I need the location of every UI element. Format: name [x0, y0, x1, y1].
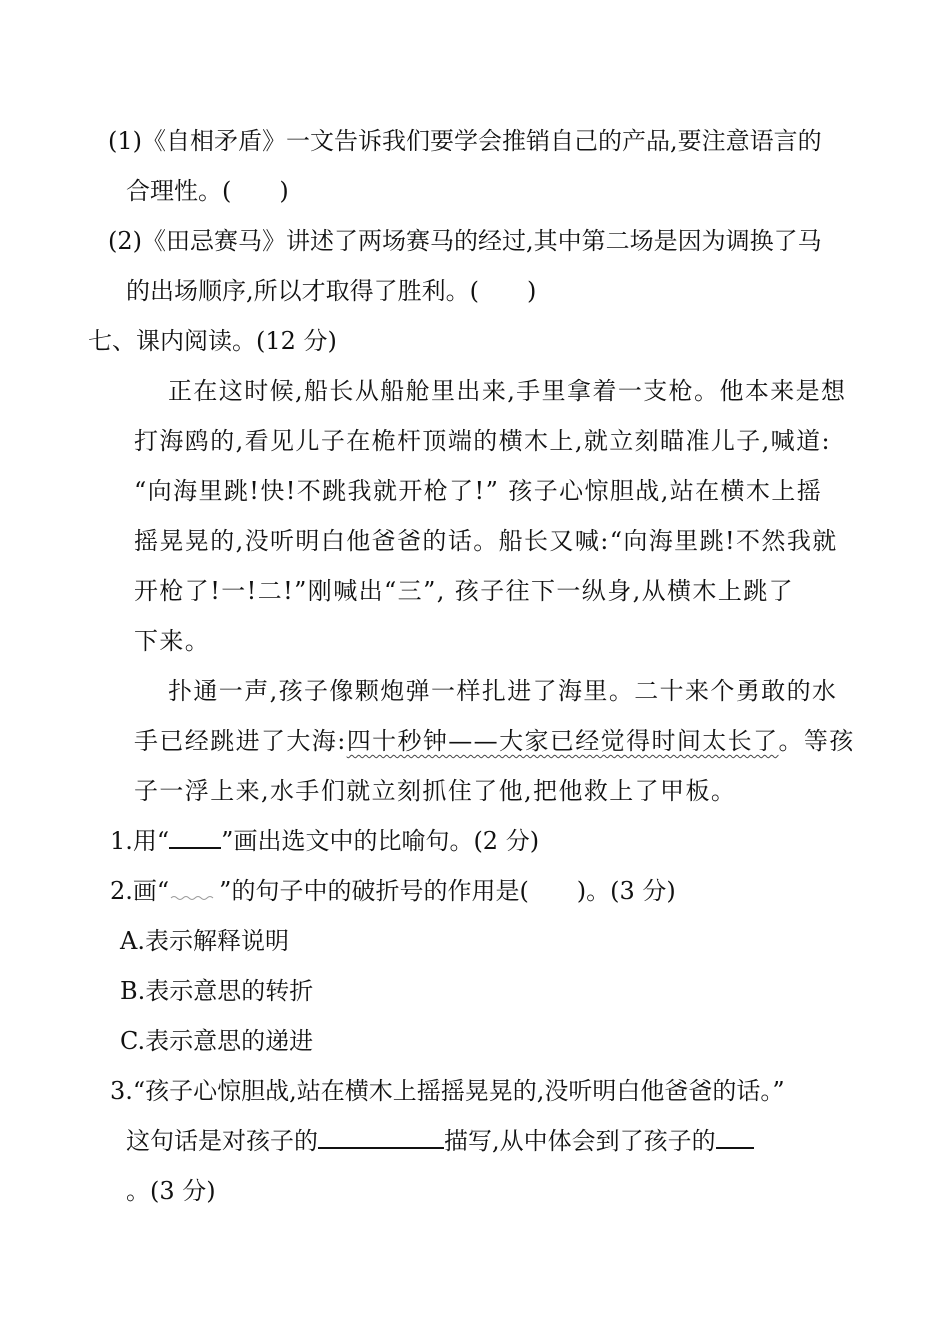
straight-underline-sample [169, 827, 221, 849]
passage-line: 打海鸥的,看见儿子在桅杆顶端的横木上,就立刻瞄准儿子,喊道: [134, 427, 831, 455]
judge-q1-line2: 合理性。( ) [126, 177, 289, 205]
passage-line: “向海里跳!快!不跳我就开枪了!” 孩子心惊胆战,站在横木上摇 [134, 477, 823, 505]
wavy-underline-sample [169, 881, 219, 901]
option-b: B.表示意思的转折 [120, 977, 314, 1005]
question-3-line3: 。(3 分) [126, 1177, 216, 1205]
question-text: 这句话是对孩子的 [126, 1127, 318, 1155]
question-text: 1.用“ [110, 827, 170, 855]
question-text: ”的句子中的破折号的作用是( )。(3 分) [219, 877, 676, 905]
wavy-underlined-sentence: 四十秒钟——大家已经觉得时间太长了 [346, 727, 779, 755]
passage-line: 下来。 [134, 627, 211, 655]
passage-text: 手已经跳进了大海: [134, 727, 347, 755]
passage-line: 扑通一声,孩子像颗炮弹一样扎进了海里。二十来个勇敢的水 [168, 677, 838, 705]
answer-blank[interactable] [716, 1127, 754, 1149]
judge-q2-line1: (2)《田忌赛马》讲述了两场赛马的经过,其中第二场是因为调换了马 [108, 227, 822, 255]
passage-line: 开枪了!一!二!”刚喊出“三”, 孩子往下一纵身,从横木上跳了 [134, 577, 795, 605]
answer-blank[interactable] [318, 1127, 444, 1149]
section-heading: 七、课内阅读。(12 分) [88, 327, 337, 355]
passage-text: 。等孩 [778, 727, 855, 755]
passage-line: 子一浮上来,水手们就立刻抓住了他,把他救上了甲板。 [134, 777, 737, 805]
question-1 [110, 825, 539, 857]
question-3-line1: 3.“孩子心惊胆战,站在横木上摇摇晃晃的,没听明白他爸爸的话。” [110, 1077, 785, 1105]
question-text: 描写,从中体会到了孩子的 [444, 1127, 716, 1155]
question-text: 2.画“ [110, 877, 170, 905]
option-c: C.表示意思的递进 [120, 1027, 314, 1055]
question-2 [110, 875, 676, 907]
passage-line [134, 725, 855, 757]
judge-q2-line2: 的出场顺序,所以才取得了胜利。( ) [126, 277, 537, 305]
judge-q1-line1: (1)《自相矛盾》一文告诉我们要学会推销自己的产品,要注意语言的 [108, 127, 822, 155]
passage-line: 摇晃晃的,没听明白他爸爸的话。船长又喊:“向海里跳!不然我就 [134, 527, 838, 555]
question-3-line2 [126, 1125, 754, 1157]
passage-line: 正在这时候,船长从船舱里出来,手里拿着一支枪。他本来是想 [168, 377, 847, 405]
option-a: A.表示解释说明 [120, 927, 289, 955]
question-text: ”画出选文中的比喻句。(2 分) [221, 827, 540, 855]
